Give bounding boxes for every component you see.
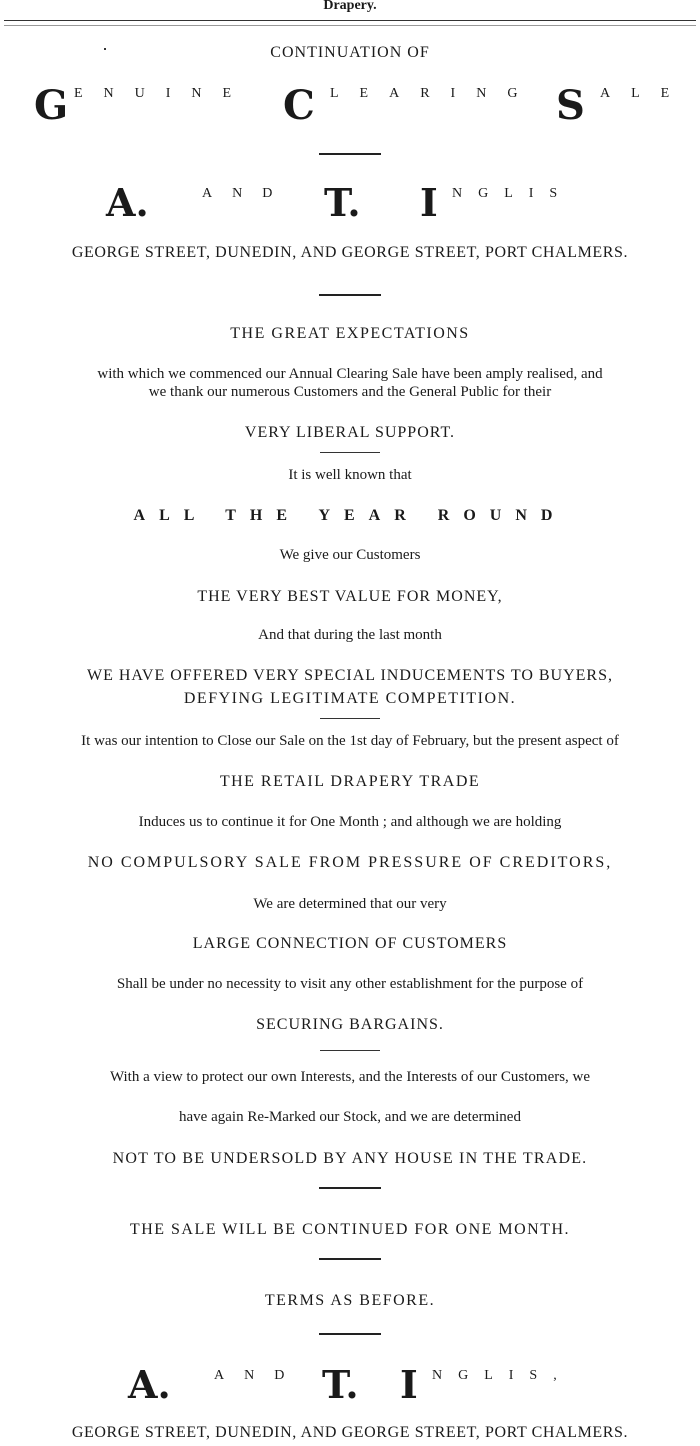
address-bottom: GEORGE STREET, DUNEDIN, AND GEORGE STREET, PORT CHALMERS. xyxy=(71,1424,629,1441)
firm-and: AND xyxy=(202,186,293,201)
firm-name-top xyxy=(0,178,700,228)
body-line: With a view to protect our own Interests, and the Interests of our Customers, we xyxy=(109,1069,591,1085)
headline-word-learing: LEARING xyxy=(330,86,539,101)
address-top: GEORGE STREET, DUNEDIN, AND GEORGE STREET, PORT CHALMERS. xyxy=(71,244,629,261)
body-line: with which we commenced our Annual Clearing Sale have been amply realised, and xyxy=(97,366,603,382)
divider xyxy=(320,452,380,453)
firm-initial-i: I xyxy=(420,180,438,225)
firm-name-bottom xyxy=(0,1360,700,1410)
firm-initial-a: A. xyxy=(128,1362,171,1407)
firm-initial-i: I xyxy=(400,1362,418,1407)
divider xyxy=(319,1258,381,1260)
headline-initial-s: S xyxy=(556,82,585,129)
firm-nglis: NGLIS, xyxy=(432,1368,573,1383)
divider xyxy=(319,294,381,296)
body-line: TERMS AS BEFORE. xyxy=(264,1292,436,1309)
firm-initial-a: A. xyxy=(106,180,149,225)
divider xyxy=(320,718,380,719)
body-line: THE SALE WILL BE CONTINUED FOR ONE MONTH. xyxy=(129,1221,571,1238)
body-line: we thank our numerous Customers and the General Public for their xyxy=(148,384,552,400)
continuation-line: CONTINUATION OF xyxy=(270,44,430,61)
body-line: We give our Customers xyxy=(279,547,421,563)
headline-initial-c: C xyxy=(283,82,315,129)
body-line: NO COMPULSORY SALE FROM PRESSURE OF CREDITORS, xyxy=(87,854,613,871)
body-line: VERY LIBERAL SUPPORT. xyxy=(244,424,456,441)
divider xyxy=(319,153,381,155)
body-line: LARGE CONNECTION OF CUSTOMERS xyxy=(192,935,508,952)
body-line: DEFYING LEGITIMATE COMPETITION. xyxy=(183,690,517,707)
body-line: ALL THE YEAR ROUND xyxy=(133,507,567,524)
firm-nglis: NGLIS xyxy=(452,186,574,201)
body-line: Induces us to continue it for One Month ; and although we are holding xyxy=(138,814,562,830)
body-line: have again Re-Marked our Stock, and we are determined xyxy=(179,1109,521,1125)
top-rule-second xyxy=(4,25,696,26)
top-rule xyxy=(4,20,696,21)
firm-and: AND xyxy=(214,1368,305,1383)
divider xyxy=(320,1050,380,1051)
body-line: WE HAVE OFFERED VERY SPECIAL INDUCEMENTS TO BUYERS, xyxy=(86,667,613,684)
section-header: Drapery. xyxy=(323,0,377,13)
headline xyxy=(0,78,700,128)
firm-initial-t: T. xyxy=(322,1362,359,1407)
headline-word-ale: ALE xyxy=(600,86,691,101)
divider xyxy=(319,1187,381,1189)
body-line: It was our intention to Close our Sale on the 1st day of February, but the present aspect of xyxy=(81,733,619,749)
body-line: It is well known that xyxy=(288,467,412,483)
body-line: We are determined that our very xyxy=(253,896,447,912)
body-line: THE GREAT EXPECTATIONS xyxy=(230,325,470,342)
body-line: THE VERY BEST VALUE FOR MONEY, xyxy=(197,588,503,605)
headline-word-enuine: ENUINE xyxy=(74,86,253,101)
divider xyxy=(319,1333,381,1335)
body-line: SECURING BARGAINS. xyxy=(256,1016,444,1033)
headline-initial-g: G xyxy=(34,82,69,129)
firm-initial-t: T. xyxy=(324,180,361,225)
body-line: And that during the last month xyxy=(258,627,442,643)
body-line: Shall be under no necessity to visit any other establishment for the purpose of xyxy=(116,976,584,992)
body-line: NOT TO BE UNDERSOLD BY ANY HOUSE IN THE TRADE. xyxy=(112,1150,588,1167)
body-line: THE RETAIL DRAPERY TRADE xyxy=(219,773,481,790)
